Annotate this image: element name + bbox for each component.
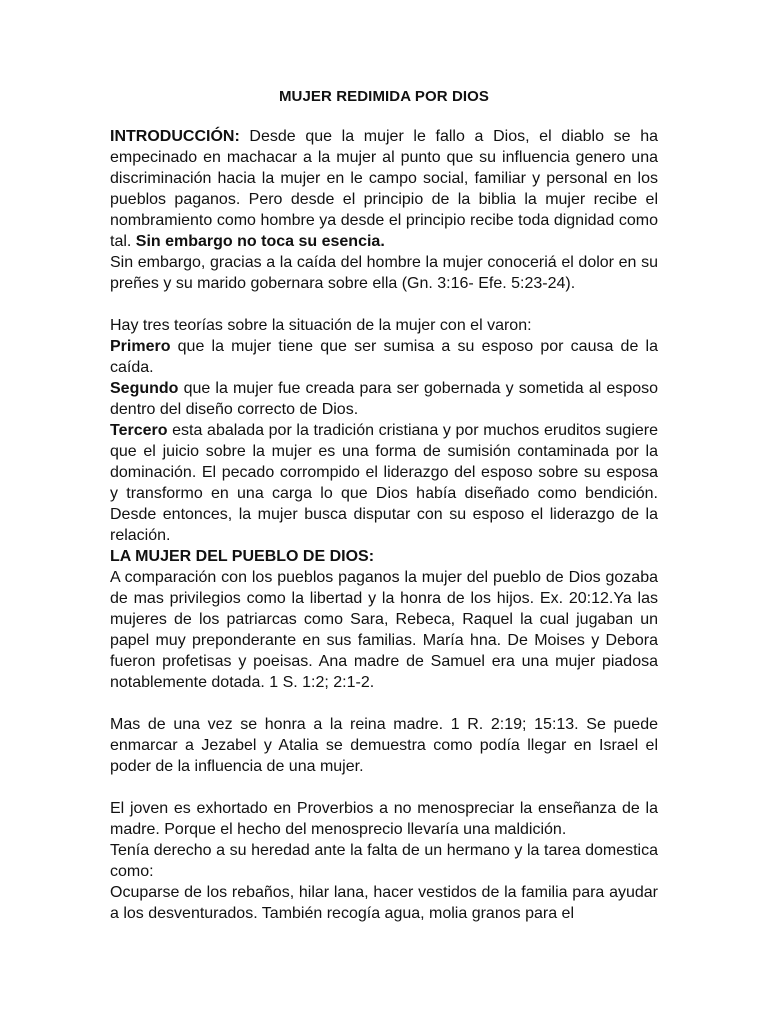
document-body xyxy=(110,126,658,924)
intro-paragraph xyxy=(110,126,658,252)
sin-embargo-paragraph: Sin embargo, gracias a la caída del hombre la mujer conoceriá el dolor en su preñes y su marido gobernara sobre ella (Gn. 3:16- Efe. 5:23-24). xyxy=(110,254,658,292)
paragraph-gap xyxy=(110,777,658,798)
heredad-paragraph: Tenía derecho a su heredad ante la falta de un hermano y la tarea domestica como: xyxy=(110,842,658,880)
paragraph-gap xyxy=(110,693,658,714)
theory-first-paragraph xyxy=(110,336,658,378)
theory-first-label: Primero xyxy=(110,338,171,355)
document-title: MUJER REDIMIDA POR DIOS xyxy=(278,88,490,105)
comparacion-paragraph: A comparación con los pueblos paganos la mujer del pueblo de Dios gozaba de mas privilegios como la libertad y la honra de los hijos. Ex. 20:12.Ya las mujeres de los patriarcas como Sara, Rebeca, Raquel la cual jugaban un papel muy preponderante en sus familias. María hna. De Moises y Debora fueron profetisas y poeisas. Ana madre de Samuel era una mujer piadosa notablemente dotada. 1 S. 1:2; 2:1-2. xyxy=(110,569,658,691)
joven-paragraph: El joven es exhortado en Proverbios a no menospreciar la enseñanza de la madre. Porque el hecho del menosprecio llevaría una maldición. xyxy=(110,800,658,838)
theory-third-paragraph xyxy=(110,420,658,546)
theory-second-label: Segundo xyxy=(110,380,179,397)
intro-emphasis: Sin embargo no toca su esencia. xyxy=(135,233,385,250)
theory-second-paragraph xyxy=(110,378,658,420)
paragraph-gap xyxy=(110,294,658,315)
theory-first-text: que la mujer tiene que ser sumisa a su esposo por causa de la caída. xyxy=(110,338,658,376)
reina-madre-paragraph: Mas de una vez se honra a la reina madre. 1 R. 2:19; 15:13. Se puede enmarcar a Jezabel y Atalia se demuestra como podía llegar en Israel el poder de la influencia de una mujer. xyxy=(110,716,658,775)
intro-text: Desde que la mujer le fallo a Dios, el diablo se ha empecinado en machacar a la mujer al punto que su influencia genero una discriminación hacia la mujer en le campo social, familiar y personal en los pueblos paganos. Pero desde el principio de la biblia la mujer recibe el nombramiento como hombre ya desde el principio recibe toda dignidad como tal. xyxy=(110,128,658,250)
theory-third-text: esta abalada por la tradición cristiana y por muchos eruditos sugiere que el juicio sobre la mujer es una forma de sumisión contaminada por la dominación. El pecado corrompido el liderazgo del esposo sobre su esposa y transformo en una carga lo que Dios había diseñado como bendición. Desde entonces, la mujer busca disputar con su esposo el liderazgo de la relación. xyxy=(110,422,658,544)
theory-second-text: que la mujer fue creada para ser gobernada y sometida al esposo dentro del diseño correcto de Dios. xyxy=(110,380,658,418)
intro-label: INTRODUCCIÓN: xyxy=(110,128,240,145)
theory-third-label: Tercero xyxy=(110,422,168,439)
ocuparse-paragraph: Ocuparse de los rebaños, hilar lana, hacer vestidos de la familia para ayudar a los desventurados. También recogía agua, molia granos para el xyxy=(110,884,658,922)
section-heading: LA MUJER DEL PUEBLO DE DIOS: xyxy=(110,548,375,565)
theories-intro-paragraph: Hay tres teorías sobre la situación de la mujer con el varon: xyxy=(110,317,532,334)
